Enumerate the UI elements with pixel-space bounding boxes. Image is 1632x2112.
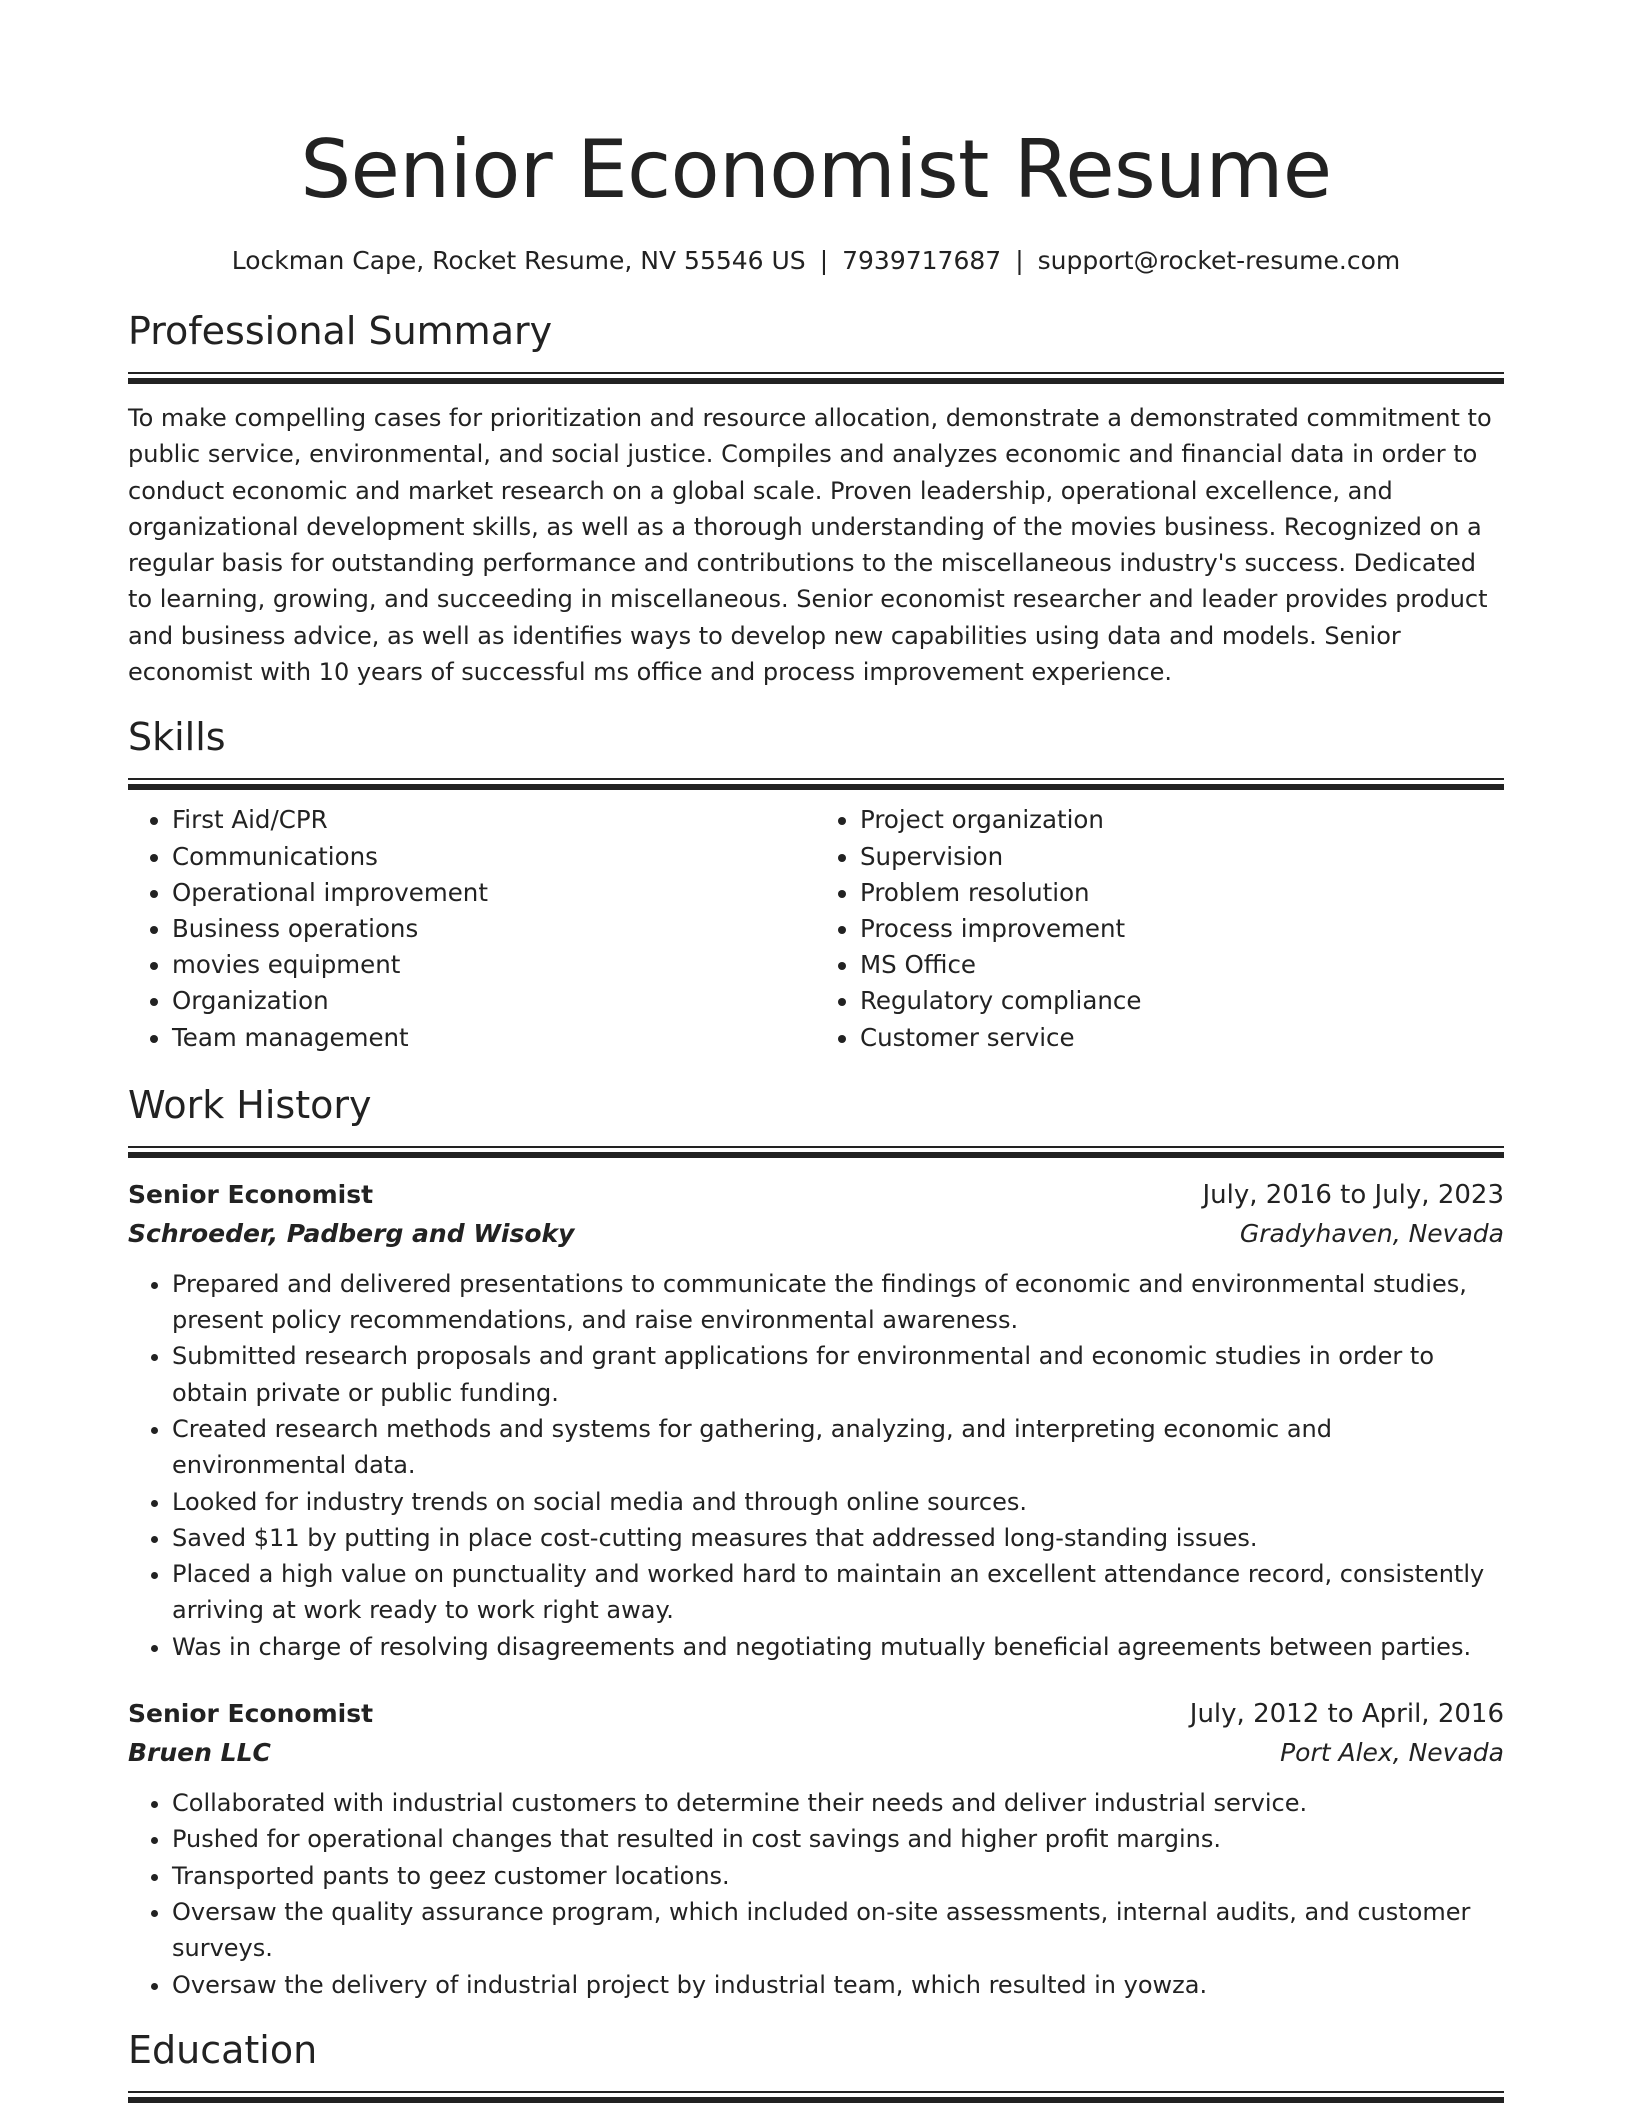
- contact-email: support@rocket-resume.com: [1037, 246, 1401, 275]
- job-bullet: • Oversaw the quality assurance program, which included on-site assessments, internal audits, and customer surveys.: [172, 1894, 1504, 1967]
- skill-item: • Customer service: [860, 1020, 1504, 1056]
- job-entry: [128, 1695, 1504, 2003]
- job-entry: [128, 1176, 1504, 1665]
- skill-item: • Problem resolution: [860, 875, 1504, 911]
- job-location: Port Alex, Nevada: [1280, 1738, 1504, 1768]
- contact-line: [128, 244, 1504, 278]
- work-history-section: [128, 1080, 1504, 2003]
- skill-item: • First Aid/CPR: [172, 802, 816, 838]
- skills-list-right: [816, 802, 1504, 1055]
- skill-item: • Communications: [172, 839, 816, 875]
- job-bullet: • Looked for industry trends on social media and through online sources.: [172, 1484, 1504, 1520]
- job-company: Schroeder, Padberg and Wisoky: [128, 1218, 575, 1248]
- contact-address: Lockman Cape, Rocket Resume, NV 55546 US: [231, 246, 806, 275]
- contact-separator: |: [819, 246, 829, 275]
- skill-item: • Process improvement: [860, 911, 1504, 947]
- job-bullet: • Saved $11 by putting in place cost-cutting measures that addressed long-standing issues.: [172, 1520, 1504, 1556]
- job-bullet: • Pushed for operational changes that resulted in cost savings and higher profit margins.: [172, 1821, 1504, 1857]
- summary-section: [128, 306, 1504, 690]
- job-title: Senior Economist: [128, 1179, 374, 1209]
- skill-item: • Supervision: [860, 839, 1504, 875]
- job-subheader: [128, 1214, 1504, 1254]
- job-bullets: [128, 1266, 1504, 1665]
- skill-item: • Operational improvement: [172, 875, 816, 911]
- skill-item: • MS Office: [860, 947, 1504, 983]
- section-title-education: Education: [128, 2027, 318, 2072]
- education-section: [128, 2025, 1504, 2103]
- job-bullet: • Prepared and delivered presentations to communicate the findings of economic and environmental studies, present policy recommendations, and raise environmental awareness.: [172, 1266, 1504, 1339]
- job-title: Senior Economist: [128, 1699, 374, 1729]
- skill-item: • Organization: [172, 983, 816, 1019]
- job-bullet: • Collaborated with industrial customers to determine their needs and deliver industrial service.: [172, 1785, 1504, 1821]
- contact-phone: 7939717687: [842, 246, 1002, 275]
- job-subheader: [128, 1733, 1504, 1773]
- section-divider: [128, 778, 1504, 790]
- skill-item: • Regulatory compliance: [860, 983, 1504, 1019]
- job-header: [128, 1176, 1504, 1214]
- section-divider: [128, 2091, 1504, 2103]
- job-bullet: • Oversaw the delivery of industrial project by industrial team, which resulted in yowza.: [172, 1967, 1504, 2003]
- job-bullet: • Placed a high value on punctuality and worked hard to maintain an excellent attendance record, consistently arriving at work ready to work right away.: [172, 1556, 1504, 1629]
- job-header: [128, 1695, 1504, 1733]
- section-title-skills: Skills: [128, 715, 226, 760]
- job-company: Bruen LLC: [128, 1738, 271, 1768]
- job-bullet: • Created research methods and systems for gathering, analyzing, and interpreting economic and environmental data.: [172, 1411, 1504, 1484]
- skill-item: • Project organization: [860, 802, 1504, 838]
- job-bullet: • Transported pants to geez customer locations.: [172, 1858, 1504, 1894]
- job-dates: July, 2016 to July, 2023: [1202, 1179, 1504, 1210]
- job-location: Gradyhaven, Nevada: [1239, 1218, 1504, 1248]
- contact-separator: |: [1015, 246, 1024, 275]
- job-bullet: • Submitted research proposals and grant applications for environmental and economic studies in order to obtain private or public funding.: [172, 1338, 1504, 1411]
- section-title-work-history: Work History: [128, 1082, 372, 1127]
- section-title-summary: Professional Summary: [128, 309, 553, 353]
- skills-list-left: [128, 802, 816, 1055]
- skill-item: • Business operations: [172, 911, 816, 947]
- skill-item: • movies equipment: [172, 947, 816, 983]
- summary-text: To make compelling cases for prioritization and resource allocation, demonstrate a demonstrated commitment to public service, environmental, and social justice. Compiles and analyzes economic and financial data in order to conduct economic and market research on a global scale. Proven leadership, operational excellence, and organizational development skills, as well as a thorough understanding of the movies business. Recognized on a regular basis for outstanding performance and contributions to the miscellaneous industry's success. Dedicated to learning, growing, and succeeding in miscellaneous. Senior economist researcher and leader provides product and business advice, as well as identifies ways to develop new capabilities using data and models. Senior economist with 10 years of successful ms office and process improvement experience.: [128, 404, 1492, 687]
- job-bullets: [128, 1785, 1504, 2003]
- job-dates: July, 2012 to April, 2016: [1189, 1699, 1504, 1730]
- skills-columns: [128, 802, 1504, 1055]
- skill-item: • Team management: [172, 1020, 816, 1056]
- job-bullet: • Was in charge of resolving disagreements and negotiating mutually beneficial agreements between parties.: [172, 1629, 1504, 1665]
- section-divider: [128, 1146, 1504, 1158]
- section-divider: [128, 372, 1504, 384]
- resume-title: Senior Economist Resume: [300, 123, 1332, 216]
- skills-section: [128, 712, 1504, 1055]
